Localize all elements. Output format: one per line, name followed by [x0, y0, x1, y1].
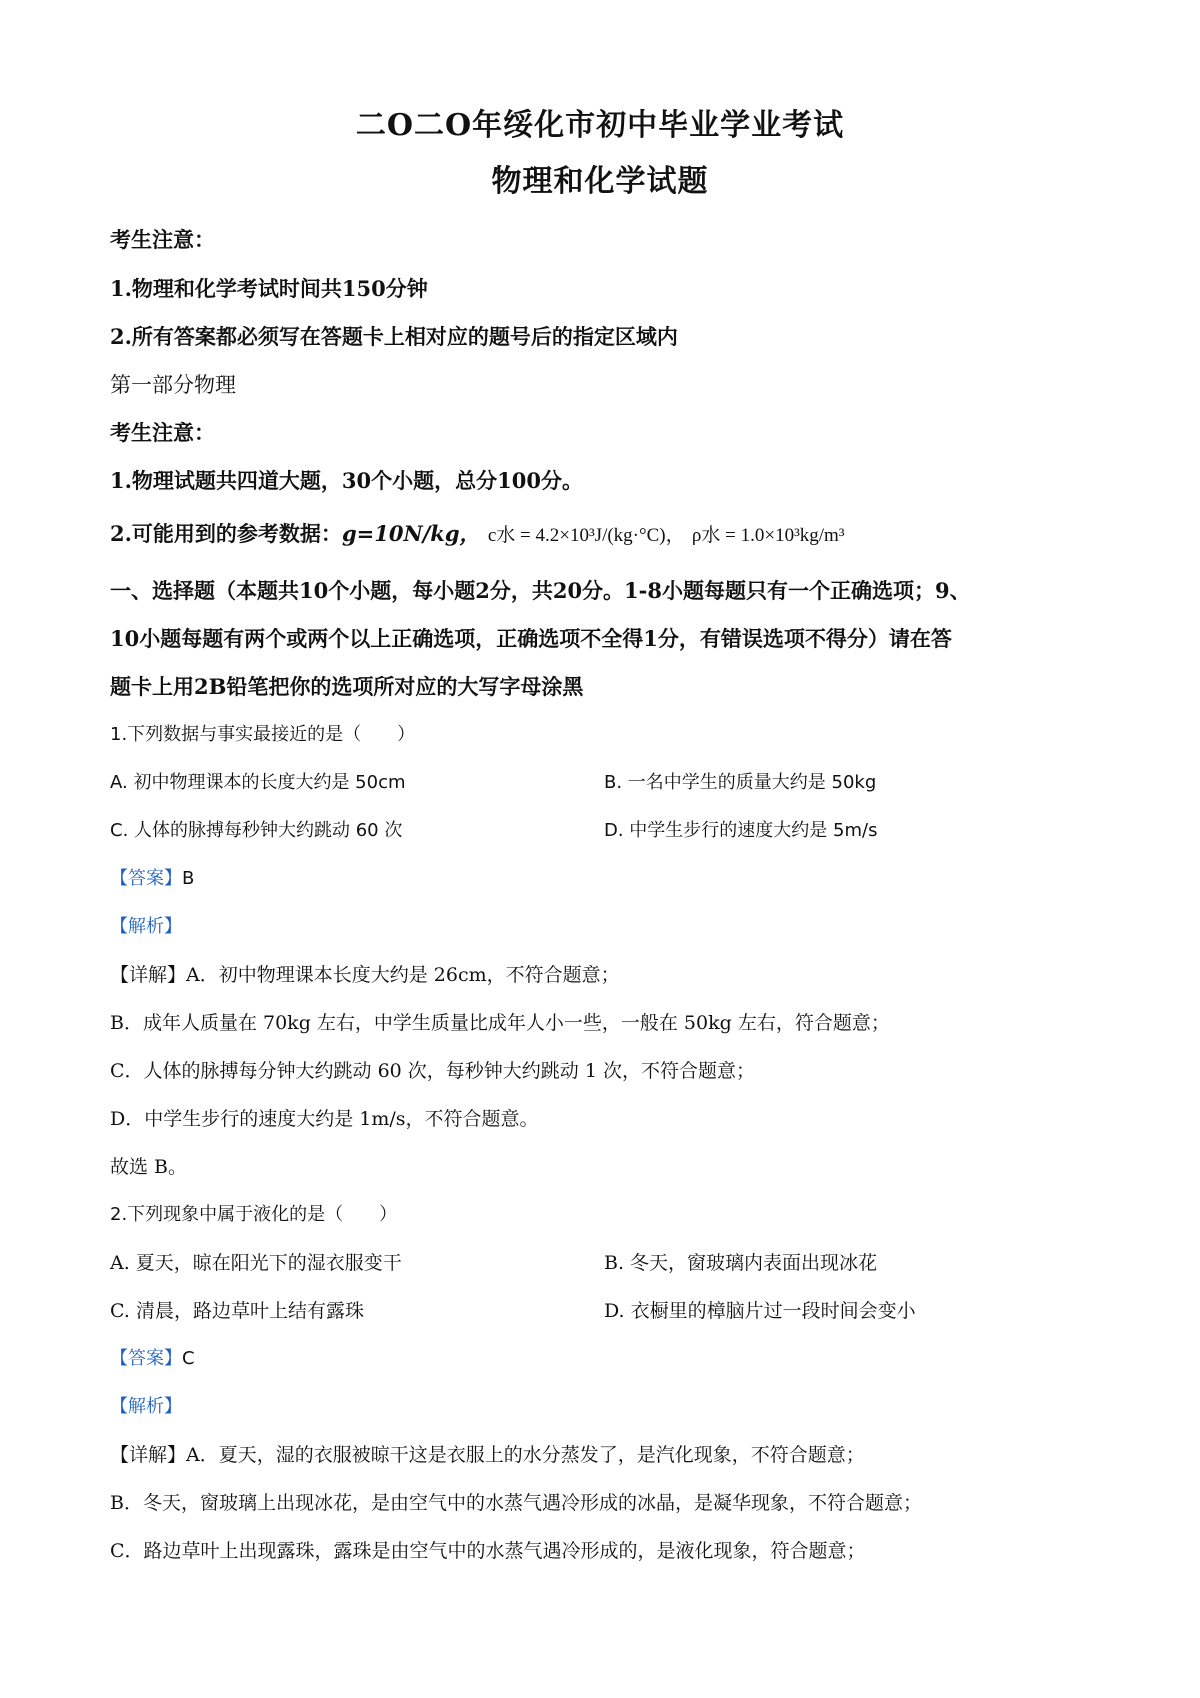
- q2-option-d: D. 衣橱里的樟脑片过一段时间会变小: [604, 1300, 916, 1322]
- q1-option-c: C. 人体的脉搏每秒钟大约跳动 60 次: [110, 820, 403, 841]
- rho-water-formula: ρ水 = 1.0×10³kg/m³: [691, 525, 845, 546]
- part-one-item-1: 1.物理试题共四道大题，30个小题，总分100分。: [110, 468, 583, 493]
- q2-answer: C: [182, 1348, 195, 1369]
- q2-option-a: A. 夏天，晾在阳光下的湿衣服变干: [110, 1252, 402, 1274]
- q2-option-c: C. 清晨，路边草叶上结有露珠: [110, 1300, 364, 1322]
- q1-detail-2: B．成年人质量在 70kg 左右，中学生质量比成年人小一些，一般在 50kg 左右，符合题意；: [110, 1012, 890, 1034]
- q1-answer-tag: 【答案】: [110, 868, 182, 889]
- q2-stem: 2.下列现象中属于液化的是（ ）: [110, 1204, 398, 1225]
- section-one-line-2: 10小题每题有两个或两个以上正确选项，正确选项不全得1分，有错误选项不得分）请在答: [110, 626, 952, 651]
- part-one-label: 第一部分物理: [110, 373, 236, 397]
- q2-answer-tag: 【答案】: [110, 1348, 182, 1369]
- q1-answer: B: [182, 868, 195, 889]
- q1-conclusion: 故选 B。: [110, 1156, 188, 1178]
- q2-option-b: B. 冬天，窗玻璃内表面出现冰花: [604, 1252, 878, 1274]
- q2-analysis-tag: 【解析】: [110, 1396, 182, 1417]
- notice-item-1: 1.物理和化学考试时间共150分钟: [110, 276, 428, 301]
- q1-detail-1: 【详解】A．初中物理课本长度大约是 26cm，不符合题意；: [110, 964, 620, 986]
- q1-detail-4: D．中学生步行的速度大约是 1m/s，不符合题意。: [110, 1108, 539, 1130]
- section-one-line-1: 一、选择题（本题共10个小题，每小题2分，共20分。1-8小题每题只有一个正确选项；9、: [110, 578, 971, 603]
- q1-option-d: D. 中学生步行的速度大约是 5m/s: [604, 820, 878, 841]
- notice-label: 考生注意：: [110, 227, 215, 252]
- q1-detail-3: C．人体的脉搏每分钟大约跳动 60 次，每秒钟大约跳动 1 次，不符合题意；: [110, 1060, 755, 1082]
- q2-detail-2: B．冬天，窗玻璃上出现冰花，是由空气中的水蒸气遇冷形成的冰晶，是凝华现象，不符合题意；: [110, 1492, 922, 1514]
- q1-option-a: A. 初中物理课本的长度大约是 50cm: [110, 772, 406, 793]
- page-subtitle: 物理和化学试题: [491, 164, 709, 199]
- q1-analysis-tag: 【解析】: [110, 916, 182, 937]
- q2-detail-1: 【详解】A．夏天，湿的衣服被晾干这是衣服上的水分蒸发了，是汽化现象，不符合题意；: [110, 1444, 865, 1466]
- q2-answer-line: [110, 1346, 195, 1372]
- q1-option-b: B. 一名中学生的质量大约是 50kg: [604, 772, 877, 793]
- q1-answer-line: [110, 866, 194, 892]
- q1-stem: 1.下列数据与事实最接近的是（ ）: [110, 724, 416, 745]
- c-water-formula: c水 = 4.2×10³J/(kg·°C)，: [487, 525, 685, 546]
- reference-data-prefix: 2.可能用到的参考数据：: [110, 521, 342, 546]
- reference-data-line: [110, 521, 845, 549]
- q2-detail-3: C．路边草叶上出现露珠，露珠是由空气中的水蒸气遇冷形成的，是液化现象，符合题意；: [110, 1540, 866, 1562]
- section-one-line-3: 题卡上用2B铅笔把你的选项所对应的大写字母涂黑: [110, 674, 584, 699]
- g-value: g=10N/kg，: [341, 521, 481, 546]
- page-title: 二O二O年绥化市初中毕业学业考试: [355, 108, 845, 143]
- part-one-notice-label: 考生注意：: [110, 420, 215, 445]
- notice-item-2: 2.所有答案都必须写在答题卡上相对应的题号后的指定区域内: [110, 324, 678, 349]
